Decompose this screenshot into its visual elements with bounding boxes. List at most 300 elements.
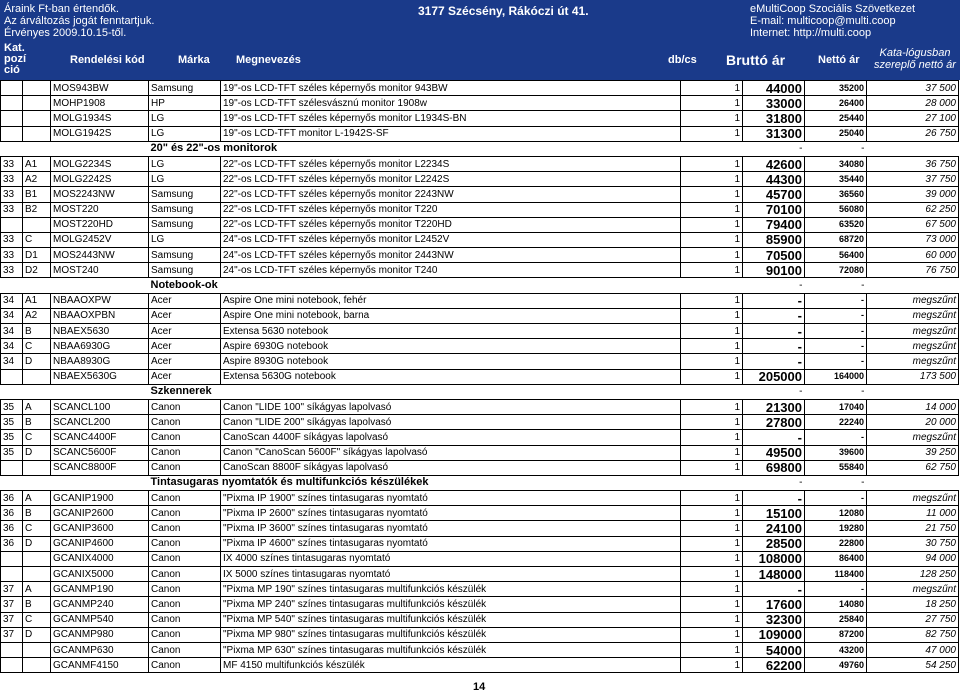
order-code: SCANC4400F (51, 430, 149, 445)
net-price: 25440 (805, 111, 867, 126)
net-price: 22240 (805, 415, 867, 430)
product-name: Canon "LIDE 200" síkágyas lapolvasó (221, 415, 681, 430)
catalog-price: 20 000 (867, 415, 959, 430)
category-number: 34 (1, 293, 23, 308)
brand: Canon (149, 642, 221, 657)
category-position: B (23, 415, 51, 430)
net-price: 49760 (805, 658, 867, 673)
catalog-price: 27 100 (867, 111, 959, 126)
category-position (23, 126, 51, 141)
table-row (1, 172, 959, 187)
order-code: MOLG1934S (51, 111, 149, 126)
company-website[interactable]: Internet: http://multi.coop (750, 27, 872, 39)
category-number: 33 (1, 263, 23, 278)
quantity: 1 (681, 187, 743, 202)
category-position (23, 551, 51, 566)
net-price: - (805, 141, 867, 156)
gross-price: 28500 (743, 536, 805, 551)
category-number (1, 567, 23, 582)
order-code: GCANIP2600 (51, 506, 149, 521)
table-row (1, 369, 959, 384)
net-price: 39600 (805, 445, 867, 460)
category-number (1, 126, 23, 141)
table-row (1, 126, 959, 141)
gross-price: - (743, 582, 805, 597)
catalog-price: megszűnt (867, 491, 959, 506)
gross-price: 45700 (743, 187, 805, 202)
price-note: Áraink Ft-ban értendők. (4, 3, 119, 15)
catalog-price: 94 000 (867, 551, 959, 566)
table-row (1, 627, 959, 642)
order-code: MOST220 (51, 202, 149, 217)
product-name: 24"-os LCD-TFT széles képernyős monitor 2443NW (221, 248, 681, 263)
category-position: D (23, 627, 51, 642)
brand: LG (149, 126, 221, 141)
table-row (1, 399, 959, 414)
catalog-price: megszűnt (867, 293, 959, 308)
order-code: MOLG2452V (51, 232, 149, 247)
order-code: SCANCL200 (51, 415, 149, 430)
category-number (1, 658, 23, 673)
product-name: 24"-os LCD-TFT széles képernyős monitor T240 (221, 263, 681, 278)
net-price: 56400 (805, 248, 867, 263)
brand: Canon (149, 415, 221, 430)
catalog-price: 62 750 (867, 460, 959, 475)
table-row (1, 506, 959, 521)
order-code: GCANIX4000 (51, 551, 149, 566)
product-name: 19"-os LCD-TFT monitor L-1942S-SF (221, 126, 681, 141)
catalog-price: 47 000 (867, 642, 959, 657)
gross-price: 17600 (743, 597, 805, 612)
catalog-price: 36 750 (867, 156, 959, 171)
table-row (1, 96, 959, 111)
section-header-row (1, 278, 959, 293)
gross-price: - (743, 278, 805, 293)
product-name: "Pixma MP 240" színes tintasugaras multifunkciós készülék (221, 597, 681, 612)
category-number (1, 369, 23, 384)
product-name: "Pixma IP 2600" színes tintasugaras nyomtató (221, 506, 681, 521)
valid-note: Érvényes 2009.10.15-től. (4, 27, 127, 39)
category-position: A2 (23, 308, 51, 323)
brand: Samsung (149, 248, 221, 263)
gross-price: 70100 (743, 202, 805, 217)
banner-right (750, 3, 915, 39)
quantity: 1 (681, 308, 743, 323)
table-row (1, 339, 959, 354)
net-price: 36560 (805, 187, 867, 202)
price-list-rows (1, 81, 959, 673)
net-price: - (805, 475, 867, 490)
order-code: MOLG2234S (51, 156, 149, 171)
category-position: A2 (23, 172, 51, 187)
order-code: MOS2243NW (51, 187, 149, 202)
category-position: B2 (23, 202, 51, 217)
brand: LG (149, 232, 221, 247)
section-title: 20" és 22"-os monitorok (149, 141, 681, 156)
table-row (1, 324, 959, 339)
catalog-price: 28 000 (867, 96, 959, 111)
category-number: 35 (1, 399, 23, 414)
quantity: 1 (681, 658, 743, 673)
section-header-row (1, 475, 959, 490)
quantity: 1 (681, 612, 743, 627)
company-email[interactable]: E-mail: multicoop@multi.coop (750, 15, 896, 27)
net-price: - (805, 293, 867, 308)
quantity: 1 (681, 217, 743, 232)
top-banner (0, 0, 960, 40)
catalog-price: 67 500 (867, 217, 959, 232)
order-code: NBAEX5630G (51, 369, 149, 384)
table-row (1, 187, 959, 202)
quantity: 1 (681, 506, 743, 521)
order-code: GCANMP980 (51, 627, 149, 642)
category-number: 34 (1, 339, 23, 354)
category-number: 35 (1, 430, 23, 445)
category-number: 35 (1, 415, 23, 430)
quantity: 1 (681, 232, 743, 247)
brand: LG (149, 156, 221, 171)
net-price: 86400 (805, 551, 867, 566)
header-gross-price: Bruttó ár (726, 52, 786, 68)
order-code: GCANMP240 (51, 597, 149, 612)
table-row (1, 293, 959, 308)
catalog-price: 18 250 (867, 597, 959, 612)
category-number: 36 (1, 491, 23, 506)
category-position: B (23, 597, 51, 612)
product-name: Canon "CanoScan 5600F" síkágyas lapolvasó (221, 445, 681, 460)
brand: LG (149, 111, 221, 126)
net-price: 72080 (805, 263, 867, 278)
quantity: 1 (681, 430, 743, 445)
category-number: 36 (1, 521, 23, 536)
category-position: C (23, 521, 51, 536)
category-position: B (23, 324, 51, 339)
brand: Acer (149, 369, 221, 384)
net-price: 35200 (805, 81, 867, 96)
brand: Canon (149, 460, 221, 475)
brand: Canon (149, 612, 221, 627)
table-row (1, 642, 959, 657)
category-position: C (23, 339, 51, 354)
catalog-price: 37 500 (867, 81, 959, 96)
gross-price: 70500 (743, 248, 805, 263)
catalog-price: megszűnt (867, 430, 959, 445)
table-row (1, 248, 959, 263)
quantity: 1 (681, 551, 743, 566)
gross-price: - (743, 293, 805, 308)
category-number: 37 (1, 627, 23, 642)
header-order-code: Rendelési kód (70, 54, 145, 66)
category-position (23, 217, 51, 232)
quantity: 1 (681, 172, 743, 187)
quantity: 1 (681, 156, 743, 171)
catalog-price: 26 750 (867, 126, 959, 141)
brand: Canon (149, 627, 221, 642)
gross-price: 42600 (743, 156, 805, 171)
category-number (1, 96, 23, 111)
brand: Canon (149, 597, 221, 612)
net-price: 25840 (805, 612, 867, 627)
brand: Canon (149, 521, 221, 536)
category-number: 34 (1, 324, 23, 339)
order-code: GCANIX5000 (51, 567, 149, 582)
catalog-price: 37 750 (867, 172, 959, 187)
table-row (1, 521, 959, 536)
gross-price: 44000 (743, 81, 805, 96)
page-number: 14 (473, 681, 486, 693)
product-name: 19"-os LCD-TFT széles képernyős monitor 943BW (221, 81, 681, 96)
quantity: 1 (681, 597, 743, 612)
category-position (23, 460, 51, 475)
category-number: 37 (1, 597, 23, 612)
category-position (23, 111, 51, 126)
gross-price: 79400 (743, 217, 805, 232)
product-name: IX 5000 színes tintasugaras nyomtató (221, 567, 681, 582)
order-code: GCANIP3600 (51, 521, 149, 536)
quantity: 1 (681, 324, 743, 339)
product-name: 22"-os LCD-TFT széles képernyős monitor 2243NW (221, 187, 681, 202)
header-brand: Márka (178, 54, 210, 66)
net-price: 17040 (805, 399, 867, 414)
gross-price: 148000 (743, 567, 805, 582)
order-code: NBAAOXPBN (51, 308, 149, 323)
brand: Acer (149, 308, 221, 323)
catalog-price: 128 250 (867, 567, 959, 582)
product-name: Canon "LIDE 100" síkágyas lapolvasó (221, 399, 681, 414)
category-number (1, 217, 23, 232)
net-price: 43200 (805, 642, 867, 657)
net-price: 22800 (805, 536, 867, 551)
product-name: 24"-os LCD-TFT széles képernyős monitor L2452V (221, 232, 681, 247)
product-name: 22"-os LCD-TFT széles képernyős monitor L2234S (221, 156, 681, 171)
quantity: 1 (681, 369, 743, 384)
gross-price: 69800 (743, 460, 805, 475)
product-name: "Pixma IP 4600" színes tintasugaras nyomtató (221, 536, 681, 551)
category-position (23, 96, 51, 111)
header-net-price: Nettó ár (818, 54, 860, 66)
net-price: 35440 (805, 172, 867, 187)
gross-price: - (743, 354, 805, 369)
product-name: "Pixma MP 540" színes tintasugaras multifunkciós készülék (221, 612, 681, 627)
category-position (23, 642, 51, 657)
order-code: MOLG1942S (51, 126, 149, 141)
gross-price: 31800 (743, 111, 805, 126)
category-position (23, 81, 51, 96)
brand: Canon (149, 491, 221, 506)
table-row (1, 582, 959, 597)
net-price: 19280 (805, 521, 867, 536)
category-number (1, 551, 23, 566)
category-position: B (23, 506, 51, 521)
catalog-price: 173 500 (867, 369, 959, 384)
category-number: 33 (1, 172, 23, 187)
category-position: D (23, 445, 51, 460)
order-code: NBAEX5630 (51, 324, 149, 339)
table-row (1, 415, 959, 430)
net-price: - (805, 308, 867, 323)
table-row (1, 232, 959, 247)
order-code: NBAAOXPW (51, 293, 149, 308)
table-row (1, 445, 959, 460)
quantity: 1 (681, 263, 743, 278)
table-row (1, 430, 959, 445)
product-name: "Pixma MP 980" színes tintasugaras multifunkciós készülék (221, 627, 681, 642)
catalog-price: megszűnt (867, 582, 959, 597)
category-number: 34 (1, 354, 23, 369)
category-position: C (23, 232, 51, 247)
brand: Canon (149, 430, 221, 445)
category-number: 35 (1, 445, 23, 460)
net-price: - (805, 582, 867, 597)
quantity: 1 (681, 491, 743, 506)
gross-price: - (743, 141, 805, 156)
gross-price: 205000 (743, 369, 805, 384)
category-position: C (23, 612, 51, 627)
catalog-price: 73 000 (867, 232, 959, 247)
order-code: NBAA6930G (51, 339, 149, 354)
order-code: SCANC8800F (51, 460, 149, 475)
table-row (1, 460, 959, 475)
order-code: GCANMP190 (51, 582, 149, 597)
product-name: "Pixma IP 1900" színes tintasugaras nyomtató (221, 491, 681, 506)
order-code: SCANC5600F (51, 445, 149, 460)
catalog-price: 30 750 (867, 536, 959, 551)
table-row (1, 354, 959, 369)
category-position: A1 (23, 293, 51, 308)
section-header-row (1, 384, 959, 399)
product-name: "Pixma IP 3600" színes tintasugaras nyomtató (221, 521, 681, 536)
order-code: MOLG2242S (51, 172, 149, 187)
quantity: 1 (681, 293, 743, 308)
gross-price: - (743, 308, 805, 323)
table-row (1, 308, 959, 323)
category-number (1, 81, 23, 96)
category-number: 36 (1, 506, 23, 521)
order-code: GCANIP1900 (51, 491, 149, 506)
quantity: 1 (681, 415, 743, 430)
category-number: 34 (1, 308, 23, 323)
category-number (1, 460, 23, 475)
table-row (1, 81, 959, 96)
category-position: A (23, 491, 51, 506)
category-number (1, 111, 23, 126)
brand: Canon (149, 445, 221, 460)
banner-left (4, 3, 154, 39)
quantity: 1 (681, 445, 743, 460)
quantity: 1 (681, 339, 743, 354)
table-row (1, 217, 959, 232)
table-row (1, 567, 959, 582)
gross-price: - (743, 430, 805, 445)
quantity: 1 (681, 111, 743, 126)
product-name: MF 4150 multifunkciós készülék (221, 658, 681, 673)
category-number: 33 (1, 248, 23, 263)
order-code: MOST220HD (51, 217, 149, 232)
order-code: GCANMP540 (51, 612, 149, 627)
brand: Samsung (149, 217, 221, 232)
quantity: 1 (681, 627, 743, 642)
product-name: 19"-os LCD-TFT szélesvásznú monitor 1908w (221, 96, 681, 111)
table-row (1, 551, 959, 566)
quantity: 1 (681, 460, 743, 475)
category-number: 36 (1, 536, 23, 551)
brand: Canon (149, 399, 221, 414)
product-name: 22"-os LCD-TFT széles képernyős monitor T220 (221, 202, 681, 217)
catalog-price: 21 750 (867, 521, 959, 536)
product-name: Aspire One mini notebook, fehér (221, 293, 681, 308)
address: 3177 Szécsény, Rákóczi út 41. (418, 4, 589, 18)
gross-price: 54000 (743, 642, 805, 657)
gross-price: 31300 (743, 126, 805, 141)
header-catalog-price: Kata-lógusban szereplő nettó ár (874, 47, 956, 71)
order-code: MOST240 (51, 263, 149, 278)
net-price: 25040 (805, 126, 867, 141)
catalog-price: megszűnt (867, 339, 959, 354)
net-price: - (805, 354, 867, 369)
category-number: 37 (1, 612, 23, 627)
product-name: CanoScan 4400F síkágyas lapolvasó (221, 430, 681, 445)
company-name: eMultiCoop Szociális Szövetkezet (750, 3, 916, 15)
gross-price: 32300 (743, 612, 805, 627)
catalog-price: 11 000 (867, 506, 959, 521)
brand: Samsung (149, 263, 221, 278)
gross-price: 44300 (743, 172, 805, 187)
category-number (1, 642, 23, 657)
net-price: 12080 (805, 506, 867, 521)
product-name: Aspire 6930G notebook (221, 339, 681, 354)
category-position: C (23, 430, 51, 445)
brand: LG (149, 172, 221, 187)
gross-price: 108000 (743, 551, 805, 566)
brand: Acer (149, 339, 221, 354)
table-row (1, 536, 959, 551)
product-name: "Pixma MP 190" színes tintasugaras multifunkciós készülék (221, 582, 681, 597)
catalog-price: 14 000 (867, 399, 959, 414)
brand: Acer (149, 293, 221, 308)
quantity: 1 (681, 202, 743, 217)
order-code: SCANCL100 (51, 399, 149, 414)
gross-price: - (743, 339, 805, 354)
net-price: 34080 (805, 156, 867, 171)
category-position: A (23, 582, 51, 597)
category-position (23, 567, 51, 582)
product-name: "Pixma MP 630" színes tintasugaras multifunkciós készülék (221, 642, 681, 657)
net-price: - (805, 384, 867, 399)
section-title: Notebook-ok (149, 278, 681, 293)
order-code: MOHP1908 (51, 96, 149, 111)
category-number: 33 (1, 187, 23, 202)
brand: Canon (149, 567, 221, 582)
net-price: - (805, 491, 867, 506)
gross-price: 21300 (743, 399, 805, 414)
gross-price: - (743, 324, 805, 339)
brand: Samsung (149, 187, 221, 202)
table-row (1, 491, 959, 506)
quantity: 1 (681, 521, 743, 536)
product-name: 22"-os LCD-TFT széles képernyős monitor T220HD (221, 217, 681, 232)
product-name: Extensa 5630G notebook (221, 369, 681, 384)
brand: Canon (149, 536, 221, 551)
table-row (1, 156, 959, 171)
gross-price: 90100 (743, 263, 805, 278)
net-price: 164000 (805, 369, 867, 384)
brand: Canon (149, 582, 221, 597)
quantity: 1 (681, 96, 743, 111)
gross-price: 15100 (743, 506, 805, 521)
table-row (1, 658, 959, 673)
change-note: Az árváltozás jogát fenntartjuk. (4, 15, 155, 27)
net-price: 14080 (805, 597, 867, 612)
